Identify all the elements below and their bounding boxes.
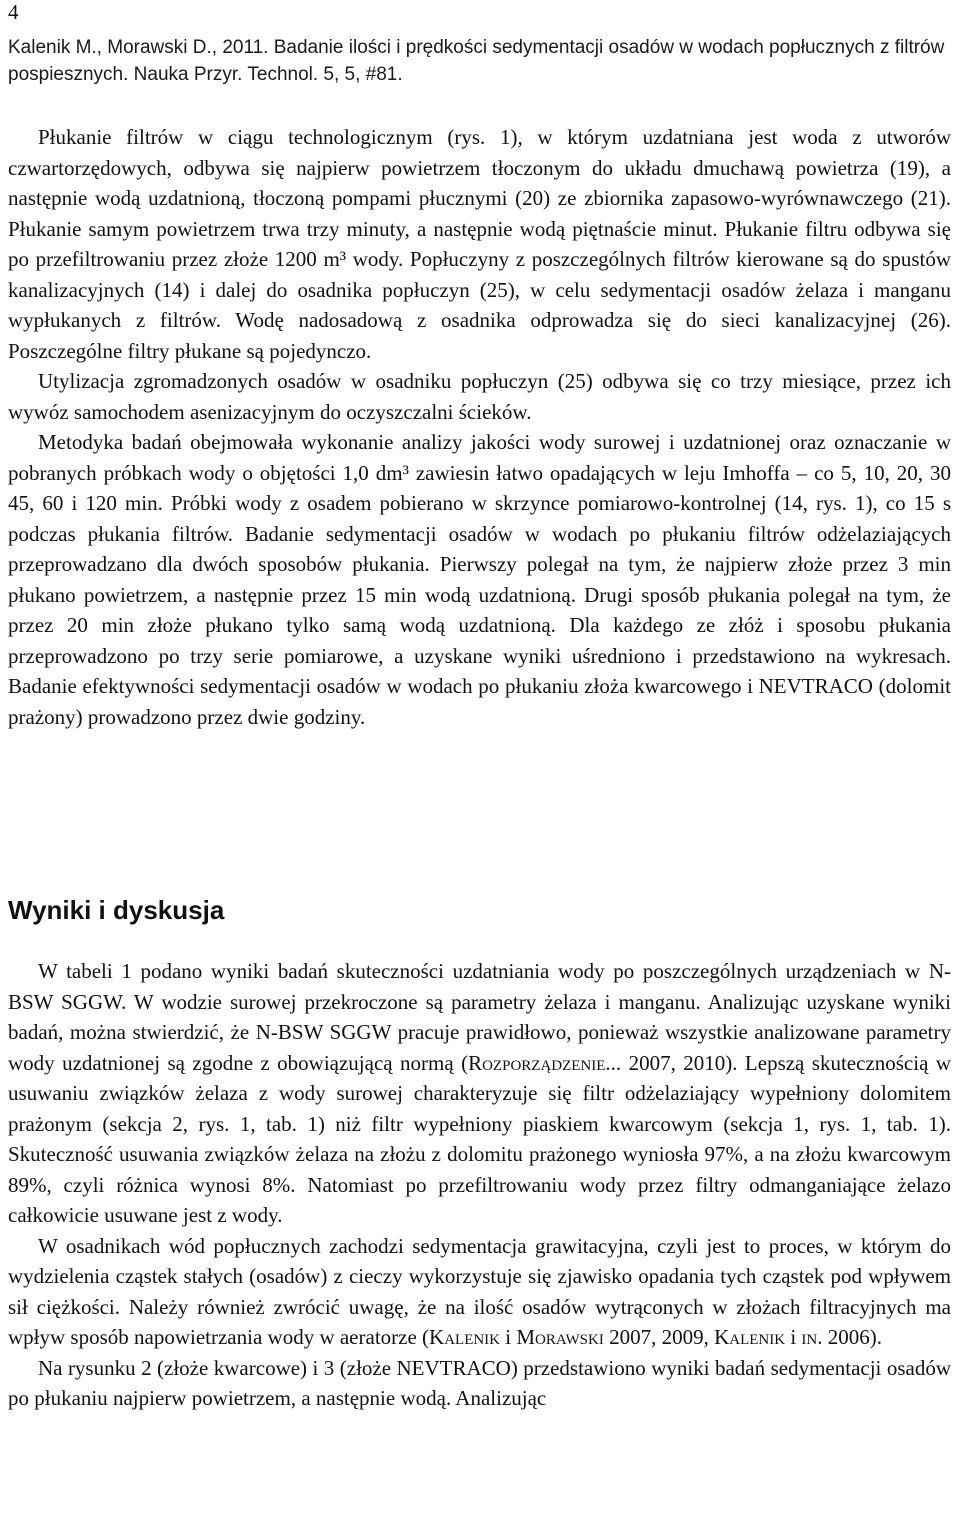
paragraph: Na rysunku 2 (złoże kwarcowe) i 3 (złoże NEVTRACO) przedstawiono wyniki badań sedymentacji osadów po płukaniu najpierw powietrzem, a następnie wodą. Analizując: [8, 1355, 951, 1410]
citation-ref: Kalenik: [714, 1325, 786, 1349]
citation-line-1: Kalenik M., Morawski D., 2011. Badanie ilości i prędkości sedymentacji osadów w wodach popłucznych z filtrów: [8, 37, 945, 58]
text-run: W osadnikach wód popłucznych zachodzi sedymentacja grawitacyjna, czyli jest to proces, w którym do wydzielenia cząstek stałych (osadów) z cieczy wykorzystuje się zjawisko opadania tych cząstek pod wpływem sił ciężkości. Należy również zwrócić uwagę, że na ilość osadów wytrąconych w złożach filtracyjnych ma wpływ sposób napowietrzania wody w aeratorze (: [8, 1233, 951, 1349]
paragraph: [8, 956, 951, 1231]
paragraph: Metodyka badań obejmowała wykonanie analizy jakości wody surowej i uzdatnionej oraz oznaczanie w pobranych próbkach wody o objętości 1,0 dm³ zawiesin łatwo opadających w leju Imhoffa – co 5, 10, 20, 30 45, 60 i 120 min. Próbki wody z osadem pobierano w skrzynce pomiarowo-kontrolnej (14, rys. 1), co 15 s podczas płukania filtrów. Badanie sedymentacji osadów w wodach po płukaniu filtrów odżelaziających przeprowadzano dla dwóch sposobów płukania. Pierwszy polegał na tym, że najpierw złoże przez 3 min płukano powietrzem, a następnie przez 15 min wodą uzdatnioną. Drugi sposób płukania polegał na tym, że przez 20 min złoże płukano tylko samą wodą uzdatnioną. Dla każdego ze złóż i sposobu płukania przeprowadzono po trzy serie pomiarowe, a uzyskane wyniki uśredniono i przedstawiono na wykresach. Badanie efektywności sedymentacji osadów w wodach po płukaniu złoża kwarcowego i NEVTRACO (dolomit prażony) prowadzono przez dwie godziny.: [8, 430, 951, 729]
text-run: W tabeli 1 podano wyniki badań skuteczności uzdatniania wody po poszczególnych urządzeniach w N-BSW SGGW. W wodzie surowej przekroczone są parametry żelaza i manganu. Analizując uzyskane wyniki badań, można stwierdzić, że N-BSW SGGW pracuje prawidłowo, ponieważ wszystkie analizowane parametry wody uzdatnionej są zgodne z obowiązującą normą (: [8, 959, 951, 1075]
citation-ref: Morawski: [516, 1325, 604, 1349]
results-section: [8, 956, 951, 1414]
page-number: 4: [8, 0, 19, 24]
citation-ref: Kalenik: [429, 1325, 501, 1349]
paragraph: Utylizacja zgromadzonych osadów w osadniku popłuczyn (25) odbywa się co trzy miesiące, przez ich wywóz samochodem asenizacyjnym do oczyszczalni ścieków.: [8, 369, 951, 424]
text-run: 2007, 2009,: [603, 1325, 715, 1349]
citation-line-2: pospiesznych. Nauka Przyr. Technol. 5, 5, #81.: [8, 64, 403, 85]
text-run: 2006).: [822, 1325, 882, 1349]
text-run: ... 2007, 2010). Lepszą skutecznością w usuwaniu związków żelaza z wody surowej charakteryzuje się filtr odżelaziający wypełniony dolomitem prażonym (sekcja 2, rys. 1, tab. 1) niż filtr wypełniony piaskiem kwarcowym (sekcja 1, rys. 1, tab. 1). Skuteczność usuwania związków żelaza na złożu z dolomitu prażonego wyniosła 97%, a na złożu kwarcowym 89%, czyli różnica wynosi 8%. Natomiast po przefiltrowaniu wody przez filtry odmanganiające żelazo całkowicie usuwane jest z wody.: [8, 1050, 951, 1227]
citation-ref: in.: [801, 1325, 823, 1349]
text-run: i: [785, 1325, 802, 1349]
methods-section: [8, 122, 951, 732]
citation-ref: Rozporządzenie: [468, 1050, 606, 1075]
text-run: i: [500, 1325, 517, 1349]
paragraph: [8, 1231, 951, 1353]
section-heading: Wyniki i dyskusja: [8, 895, 225, 925]
citation-header: [8, 34, 953, 88]
paragraph: Płukanie filtrów w ciągu technologicznym (rys. 1), w którym uzdatniana jest woda z utworów czwartorzędowych, odbywa się najpierw powietrzem tłoczonym do układu dmuchawą powietrza (19), a następnie wodą uzdatnioną, tłoczoną pompami płucznymi (20) ze zbiornika zapasowo-wyrównawczego (21). Płukanie samym powietrzem trwa trzy minuty, a następnie wodą piętnaście minut. Płukanie filtru odbywa się po przefiltrowaniu przez złoże 1200 m³ wody. Popłuczyny z poszczególnych filtrów kierowane są do spustów kanalizacyjnych (14) i dalej do osadnika popłuczyn (25), w celu sedymentacji osadów żelaza i manganu wypłukanych z filtrów. Wodę nadosadową z osadnika odprowadza się do sieci kanalizacyjnej (26). Poszczególne filtry płukane są pojedynczo.: [8, 125, 951, 363]
